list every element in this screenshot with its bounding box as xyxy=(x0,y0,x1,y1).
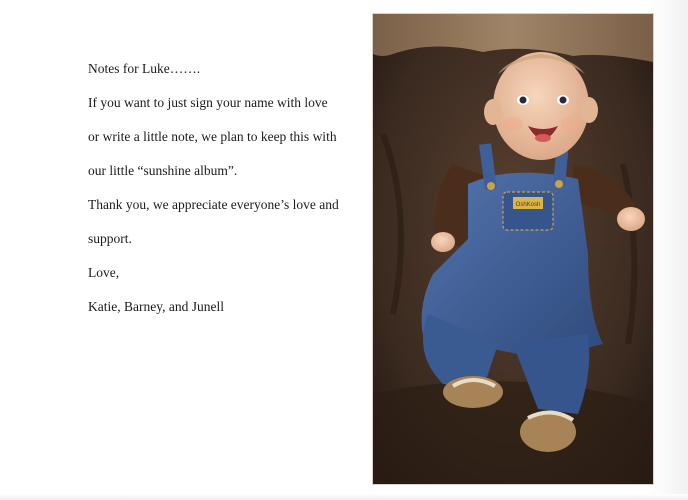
baby-photo xyxy=(373,14,653,484)
note-closing: Love, xyxy=(88,265,120,280)
scan-edge xyxy=(648,0,688,500)
note-line: our little “sunshine album”. xyxy=(88,163,238,178)
note-text-block xyxy=(88,58,368,330)
note-line: If you want to just sign your name with love xyxy=(88,95,328,110)
scan-bottom-edge xyxy=(0,494,688,500)
note-signature: Katie, Barney, and Junell xyxy=(88,299,224,314)
note-line: Thank you, we appreciate everyone’s love and xyxy=(88,197,339,212)
overalls-label: OshKosh xyxy=(515,202,541,208)
note-heading: Notes for Luke……. xyxy=(88,61,201,76)
note-line: support. xyxy=(88,231,132,246)
baby-photo-illustration xyxy=(373,14,653,484)
note-line: or write a little note, we plan to keep this with xyxy=(88,129,337,144)
